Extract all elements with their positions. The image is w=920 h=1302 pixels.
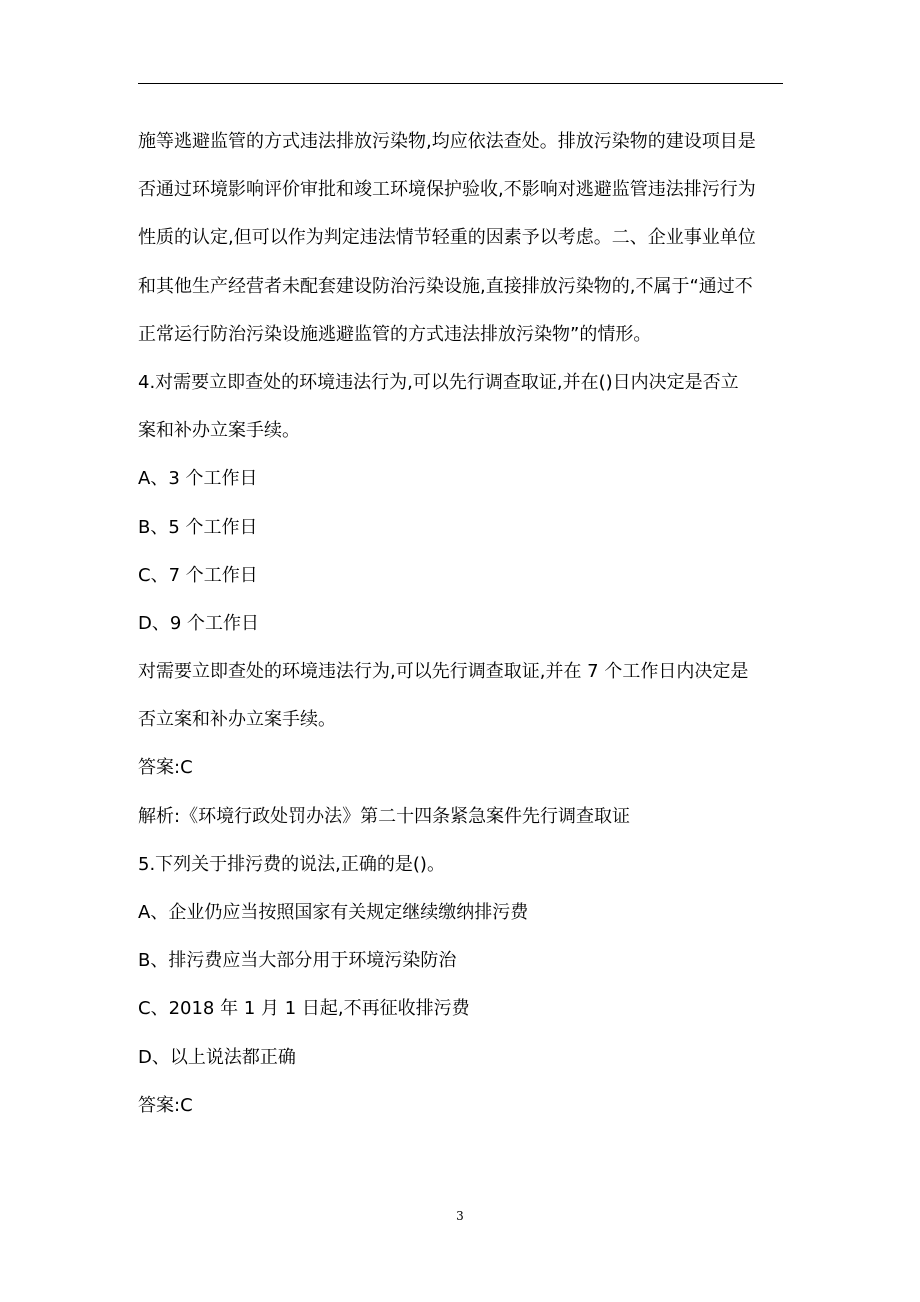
document-body [138,118,788,1130]
text-line: 否通过环境影响评价审批和竣工环境保护验收,不影响对逃避监管违法排污行为 [138,179,756,201]
option-a: A、3 个工作日 [138,468,258,490]
answer-line: 答案:C [138,1094,193,1116]
answer-line: 答案:C [138,757,193,779]
option-a: A、企业仍应当按照国家有关规定继续缴纳排污费 [138,902,529,923]
text-line: 施等逃避监管的方式违法排放污染物,均应依法查处。排放污染物的建设项目是 [138,131,756,152]
page-number: 3 [456,1209,464,1223]
text-line: 和其他生产经营者未配套建设防治污染设施,直接排放污染物的,不属于“通过不 [138,275,753,297]
analysis-line: 解析:《环境行政处罚办法》第二十四条紧急案件先行调查取证 [138,805,631,827]
option-b: B、排污费应当大部分用于环境污染防治 [138,950,457,972]
question-4-line: 案和补办立案手续。 [138,420,300,442]
header-rule [138,83,783,84]
option-b: B、5 个工作日 [138,516,258,538]
text-line: 性质的认定,但可以作为判定违法情节轻重的因素予以考虑。二、企业事业单位 [138,227,756,249]
option-c: C、2018 年 1 月 1 日起,不再征收排污费 [138,998,470,1020]
option-d: D、以上说法都正确 [138,1046,296,1068]
option-d: D、9 个工作日 [138,612,260,634]
question-4-line: 4.对需要立即查处的环境违法行为,可以先行调查取证,并在()日内决定是否立 [138,371,739,393]
explanation-line: 否立案和补办立案手续。 [138,709,336,731]
question-5-line: 5.下列关于排污费的说法,正确的是()。 [138,853,445,875]
explanation-line: 对需要立即查处的环境违法行为,可以先行调查取证,并在 7 个工作日内决定是 [138,661,749,683]
text-line: 正常运行防治污染设施逃避监管的方式违法排放污染物”的情形。 [138,323,652,345]
option-c: C、7 个工作日 [138,564,258,586]
